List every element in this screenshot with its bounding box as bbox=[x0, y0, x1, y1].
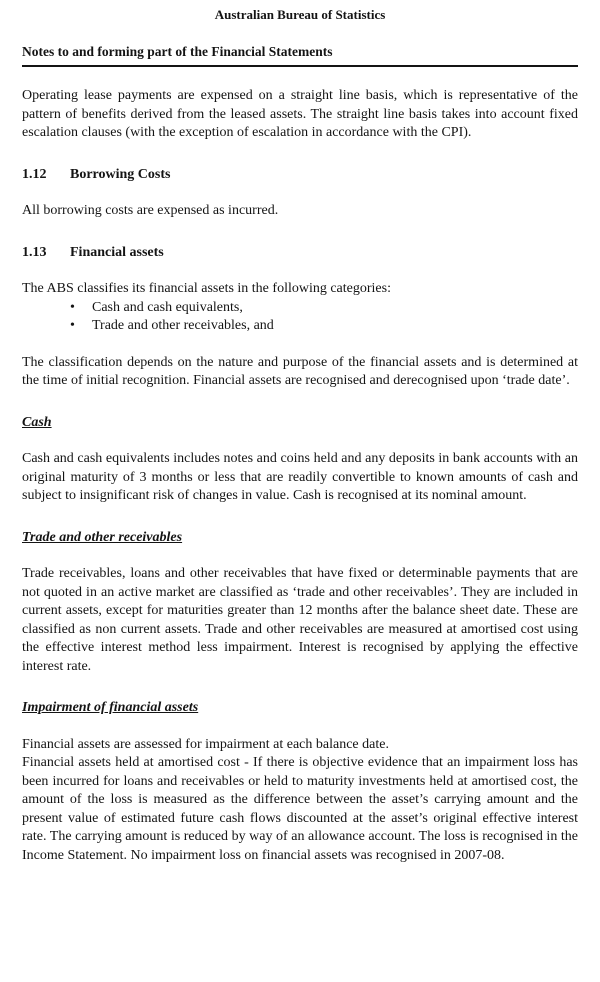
sub-heading-impairment: Impairment of financial assets bbox=[22, 700, 199, 715]
org-title: Australian Bureau of Statistics bbox=[214, 7, 386, 22]
document-title: Notes to and forming part of the Financial Statements bbox=[22, 43, 578, 68]
section-title: Financial assets bbox=[70, 244, 164, 260]
paragraph-impairment-body: Financial assets held at amortised cost - If there is objective evidence that an impairment loss has been incurred for loans and receivables or held to maturity investments held at amortised cost, the amount of the loss is measured as the difference between the asset’s carrying amount and the present value of estimated future cash flows discounted at the asset’s original effective interest rate. The carrying amount is reduced by way of an allowance account. The loss is recognised in the Income Statement. No impairment loss on financial assets was recognised in 2007-08. bbox=[22, 755, 578, 863]
list-item: • Cash and cash equivalents, bbox=[70, 299, 578, 318]
paragraph-cash: Cash and cash equivalents includes notes and coins held and any deposits in bank accounts with an original maturity of 3 months or less that are readily convertible to known amounts of cash and subject to insignificant risk of changes in value. Cash is recognised at its nominal amount. bbox=[22, 451, 578, 503]
paragraph-borrowing-costs: All borrowing costs are expensed as incurred. bbox=[22, 203, 279, 218]
paragraph-classification: The classification depends on the nature and purpose of the financial assets and is determined at the time of initial recognition. Financial assets are recognised and derecognised upon ‘trade date’. bbox=[22, 354, 578, 388]
section-heading-1-13 bbox=[22, 244, 578, 263]
paragraph-categories-intro: The ABS classifies its financial assets in the following categories: bbox=[22, 281, 391, 296]
sub-heading-cash: Cash bbox=[22, 414, 52, 430]
section-number: 1.12 bbox=[22, 166, 47, 182]
paragraph-operating-lease: Operating lease payments are expensed on a straight line basis, which is representative of the pattern of benefits derived from the leased assets. The straight line basis takes into account fixed escalation clauses (with the exception of escalation in accordance with the CPI). bbox=[22, 88, 578, 140]
sub-heading-trade-receivables: Trade and other receivables bbox=[22, 529, 183, 545]
section-heading-1-12 bbox=[22, 166, 578, 185]
paragraph-impairment-line1: Financial assets are assessed for impairment at each balance date. bbox=[22, 736, 389, 752]
list-item: • Trade and other receivables, and bbox=[70, 317, 578, 336]
category-list bbox=[22, 299, 578, 336]
section-title: Borrowing Costs bbox=[70, 166, 171, 182]
paragraph-trade-receivables: Trade receivables, loans and other receivables that have fixed or determinable payments that are not quoted in an active market are classified as ‘trade and other receivables’. They are included in current assets, except for maturities greater than 12 months after the balance sheet date. These are classified as non current assets. Trade and other receivables are measured at amortised cost using the effective interest method less impairment. Interest is recognised by applying the effective interest rate. bbox=[22, 566, 578, 674]
section-number: 1.13 bbox=[22, 244, 47, 260]
